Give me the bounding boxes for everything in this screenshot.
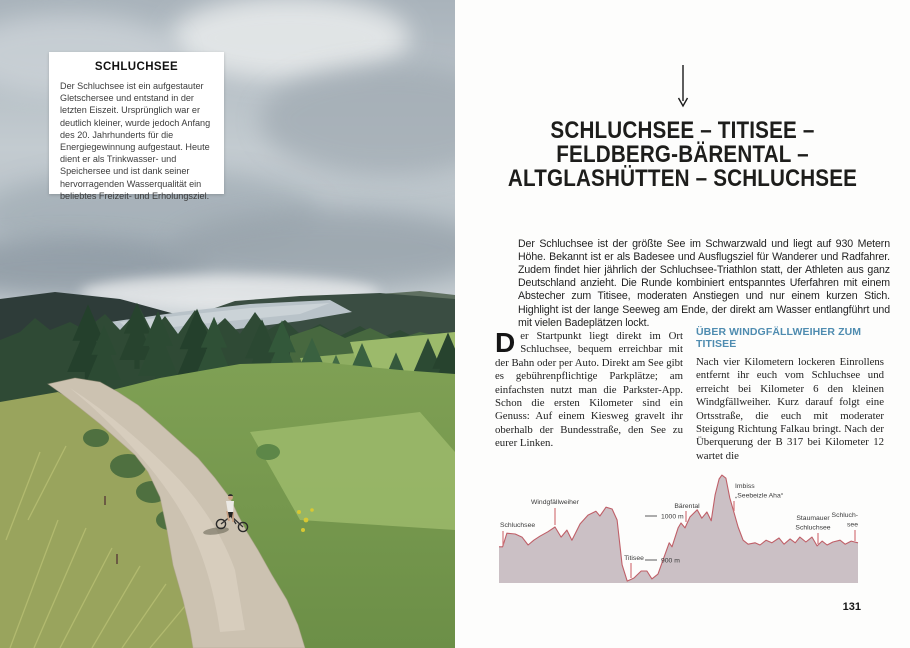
route-title-line: ALTGLASHÜTTEN – SCHLUCHSEE bbox=[507, 165, 858, 192]
svg-text:Schluchsee: Schluchsee bbox=[795, 524, 831, 532]
intro-paragraph: Der Schluchsee ist der größte See im Schwarzwald und liegt auf 930 Metern Höhe. Bekannt ist er als Badesee und Ausflugsziel für Wanderer und Radfahrer. Zudem findet hier jährlich der Schluchsee-Triathlon statt, der Athleten aus ganz Deutschland anzieht. Die Runde kombiniert entspanntes Uferfahren mit einem Abstecher zum Titisee, moderaten Anstiegen und nur einem kurzen Stich. Highlight ist der lange Seeweg am Ende, der direkt am Wasser entlangführt und mit vielen Badeplätzen lockt. bbox=[518, 237, 890, 329]
body-columns bbox=[495, 326, 885, 463]
right-page bbox=[455, 0, 910, 648]
svg-text:1000 m: 1000 m bbox=[661, 513, 684, 521]
down-arrow-icon bbox=[676, 64, 690, 108]
svg-text:Titisee: Titisee bbox=[624, 555, 644, 562]
elevation-chart bbox=[487, 465, 893, 585]
svg-text:Windgfällweiher: Windgfällweiher bbox=[531, 499, 579, 506]
drop-cap: D bbox=[495, 327, 516, 358]
elevation-chart-svg bbox=[487, 465, 893, 585]
svg-text:Schluch-: Schluch- bbox=[831, 512, 858, 519]
fence-post bbox=[116, 554, 118, 564]
column-right-text: Nach vier Kilometern lockeren Einrollens entfernt ihr euch vom Schluchsee und erreicht bei Kilometer 6 den kleinen Windgfällweiher. Kurz darauf folgt eine Ortsstraße, die euch mit moderater Steigung Richtung Falkau bringt. Nach der Überquerung der B 317 bei Kilometer 12 wartet die bbox=[696, 356, 884, 462]
svg-text:see: see bbox=[847, 521, 858, 529]
page-number: 131 bbox=[842, 601, 861, 613]
route-title bbox=[487, 119, 878, 191]
section-subheading: ÜBER WINDGFÄLLWEIHER ZUM TITISEE bbox=[696, 326, 862, 350]
svg-text:„Seebeizle Aha“: „Seebeizle Aha“ bbox=[735, 492, 783, 500]
svg-text:Bärental: Bärental bbox=[674, 503, 700, 510]
column-right bbox=[696, 326, 884, 463]
svg-text:Staumauer: Staumauer bbox=[796, 515, 830, 522]
info-box-title: SCHLUCHSEE bbox=[94, 61, 179, 73]
column-left-text: Der Startpunkt liegt direkt im Ort Schluchsee, bequem erreichbar mit der Bahn oder per Auto. Direkt am See gibt es gebührenpflichtige Parkplätze; am einfachsten nutzt man die Parkster-App. Schon die ersten Kilometer sind ein Genuss: Auf einem Kiesweg gravelt ihr oberhalb der Bundesstraße, den See zu eurer Linken. bbox=[495, 327, 683, 450]
svg-text:Imbiss: Imbiss bbox=[735, 483, 755, 490]
route-title-line: SCHLUCHSEE – TITISEE – bbox=[550, 117, 815, 144]
svg-text:Schluchsee: Schluchsee bbox=[500, 522, 536, 529]
info-box bbox=[49, 52, 224, 201]
column-left bbox=[495, 326, 683, 463]
route-title-line: FELDBERG-BÄRENTAL – bbox=[556, 141, 809, 168]
fence-post bbox=[104, 496, 106, 505]
info-box-body: Der Schluchsee ist ein aufgestauter Gletschersee und entstand in der letzten Eiszeit. Ursprünglich war er deutlich kleiner, wurde jedoch Anfang des 20. Jahrhunderts für die Energiegewinnung aufgestaut. Heute dient er als Trinkwasser- und Speichersee und ist dank seiner hervorragenden Wasserqualität ein beliebtes Freizeit- und Erholungsziel. bbox=[60, 81, 211, 201]
svg-text:900 m: 900 m bbox=[661, 557, 680, 565]
